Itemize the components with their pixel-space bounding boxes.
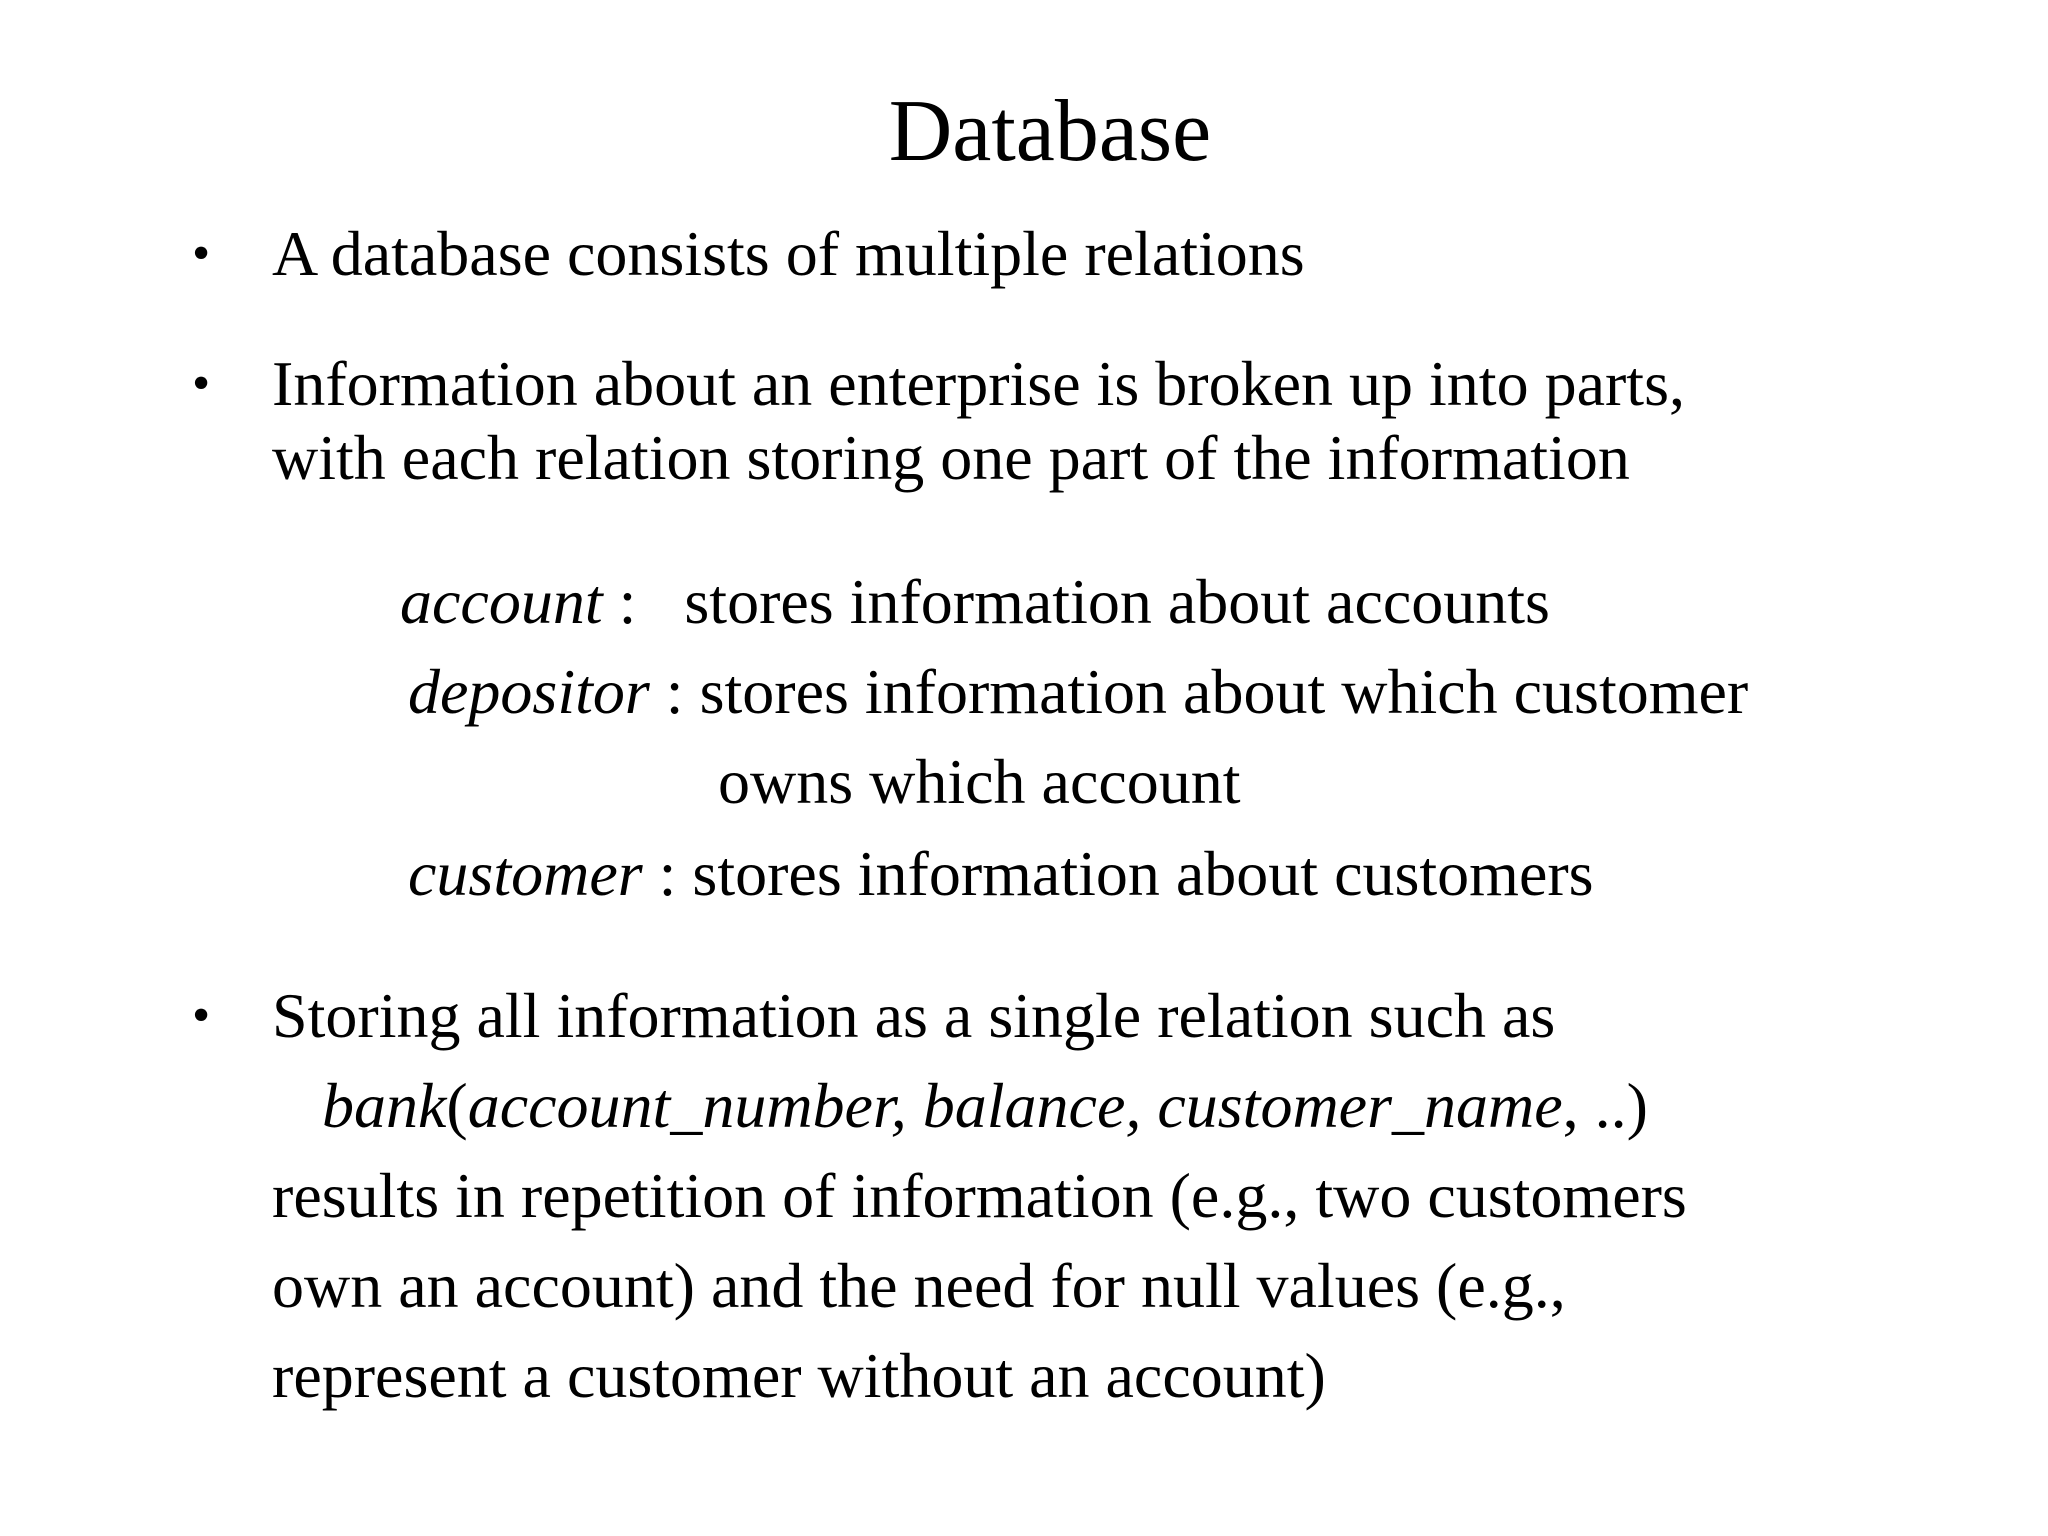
slide-title: Database [888, 83, 1212, 180]
bank-relation-name: bank [322, 1070, 447, 1141]
relation-description: stores information about customers [692, 838, 1594, 909]
bullet-icon: • [192, 355, 211, 412]
bullet-2-line-1: Information about an enterprise is broken up into parts, [272, 348, 1685, 419]
bullet-3-line-4: represent a customer without an account) [272, 1340, 1326, 1411]
relation-account [400, 564, 1550, 640]
bank-open-paren: ( [446, 1070, 468, 1141]
relation-name: customer [408, 838, 643, 909]
bank-attributes: account_number, balance, customer_name [467, 1070, 1563, 1141]
relation-separator: : [602, 566, 685, 637]
relation-depositor-continued: owns which account [718, 746, 1241, 817]
relation-description: stores information about accounts [684, 566, 1550, 637]
relation-separator: : [649, 656, 700, 727]
bullet-3-line-1: Storing all information as a single relation such as [272, 980, 1556, 1051]
relation-name: account [400, 566, 603, 637]
bullet-icon: • [192, 225, 211, 282]
bank-tail: , ..) [1562, 1070, 1648, 1141]
relation-customer [408, 836, 1594, 912]
bullet-1-line-1: A database consists of multiple relations [272, 218, 1305, 289]
relation-name: depositor [408, 656, 650, 727]
bullet-icon: • [192, 987, 211, 1044]
relation-depositor [408, 654, 1748, 730]
relation-description: stores information about which customer [699, 656, 1749, 727]
relation-separator: : [642, 838, 693, 909]
bullet-3-line-3: own an account) and the need for null values (e.g., [272, 1250, 1566, 1321]
bullet-3-line-2: results in repetition of information (e.g., two customers [272, 1160, 1687, 1231]
bank-relation-example [322, 1068, 1648, 1144]
bullet-2-line-2: with each relation storing one part of the information [272, 422, 1630, 493]
